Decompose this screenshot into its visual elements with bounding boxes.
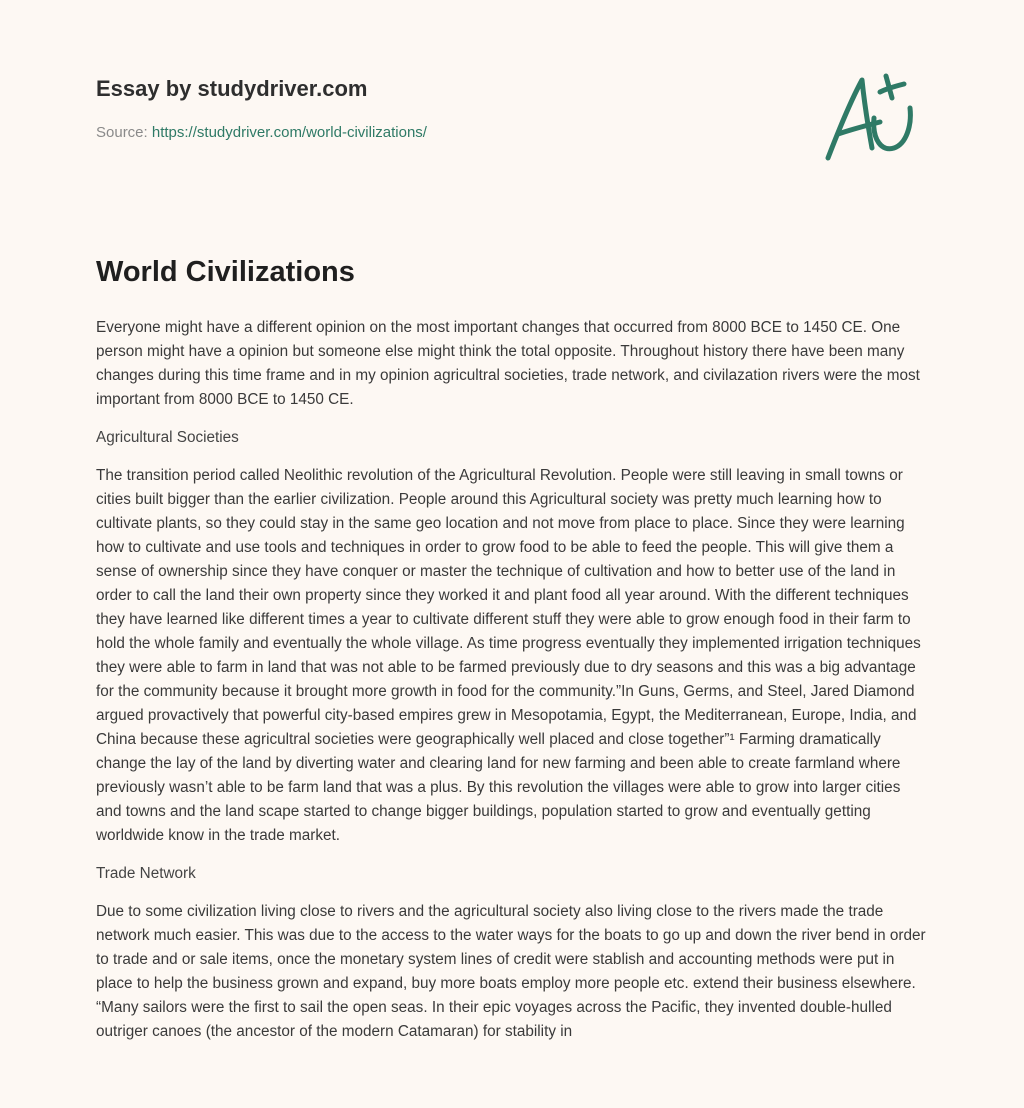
intro-paragraph: Everyone might have a different opinion on the most important changes that occurred from 8000 BCE to 1450 CE. One person might have a opinion but someone else might think the total opposite. Throughout history there have been many changes during this time frame and in my opinion agricultral societies, trade network, and civilazation rivers were the most important from 8000 BCE to 1450 CE. bbox=[96, 319, 920, 408]
a-plus-logo-icon bbox=[824, 68, 926, 164]
document-title: World Civilizations bbox=[96, 256, 355, 288]
source-label: Source: bbox=[96, 124, 148, 141]
source-line bbox=[96, 124, 427, 141]
section-heading-trade: Trade Network bbox=[96, 865, 196, 882]
section-paragraph-agricultural: The transition period called Neolithic revolution of the Agricultural Revolution. People were still leaving in small towns or cities built bigger than the earlier civilization. People around this Agricultural society was pretty much learning how to cultivate plants, so they could stay in the same geo location and not move from place to place. Since they were learning how to cultivate and use tools and techniques in order to grow food to be able to feed the people. This will give them a sense of ownership since they have conquer or master the technique of cultivation and how to better use of the land in order to call the land their own property since they worked it and plant food all year around. With the different techniques they have learned like different times a year to cultivate different stuff they were able to grow enough food in their farm to hold the whole family and eventually the whole village. As time progress eventually they implemented irrigation techniques they were able to farm in land that was not able to be farmed previously due to dry seasons and this was a big advantage for the community because it brought more growth in food for the community.”In Guns, Germs, and Steel, Jared Diamond argued provactively that powerful city-based empires grew in Mesopotamia, Egypt, the Mediterranean, Europe, India, and China because these agricultral societies were geographically well placed and close together”¹ Farming dramatically change the lay of the land by diverting water and clearing land for new farming and been able to create farmland where previously wasn’t able to be farm land that was a plus. By this revolution the villages were able to grow into larger cities and towns and the land scape started to change bigger buildings, population started to grow and eventually getting worldwide know in the trade market. bbox=[96, 467, 921, 844]
section-paragraph-trade: Due to some civilization living close to rivers and the agricultural society also living close to the rivers made the trade network much easier. This was due to the access to the water ways for the boats to go up and down the river bend in order to trade and or sale items, once the monetary system lines of credit were stablish and accounting methods were put in place to help the business grown and expand, buy more boats employ more people etc. extend their business elsewhere. “Many sailors were the first to sail the open seas. In their epic voyages across the Pacific, they invented double-hulled outriger canoes (the ancestor of the modern Catamaran) for stability in bbox=[96, 903, 926, 1040]
section-heading-agricultural: Agricultural Societies bbox=[96, 429, 239, 446]
essay-body bbox=[96, 316, 928, 1058]
source-link[interactable]: https://studydriver.com/world-civilizations/ bbox=[151, 124, 427, 141]
site-header-title: Essay by studydriver.com bbox=[96, 76, 368, 101]
